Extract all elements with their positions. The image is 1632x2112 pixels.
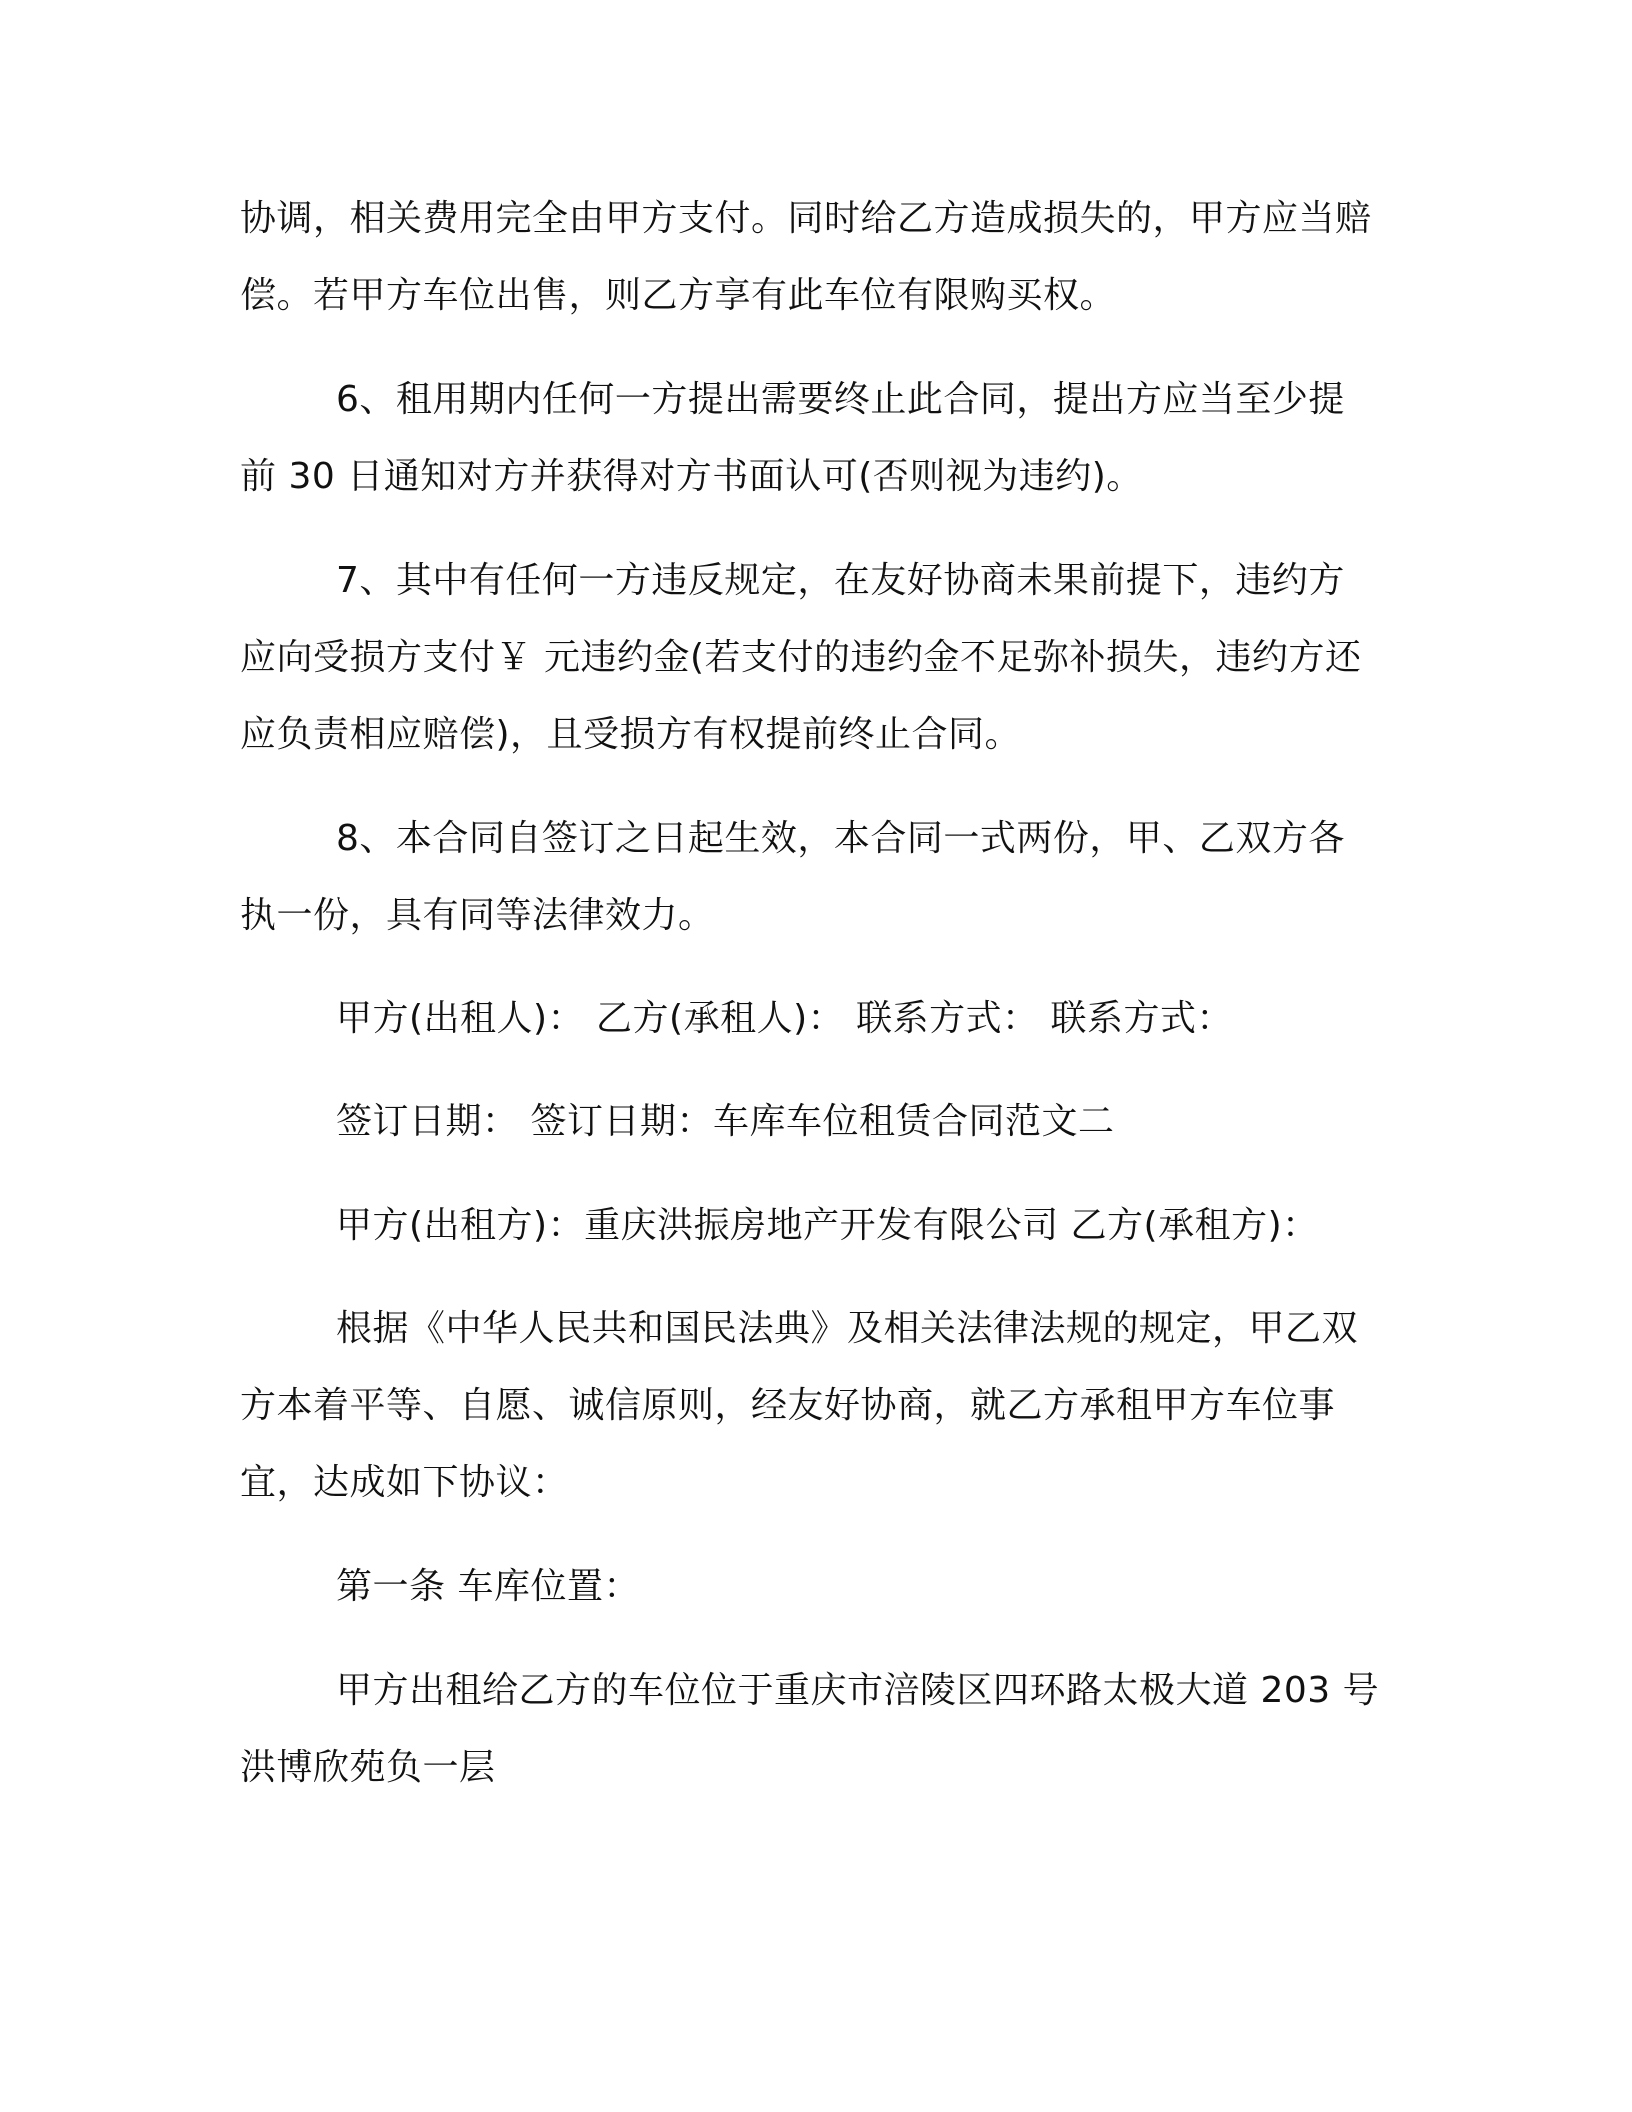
paragraph-signatures: 甲方(出租人)： 乙方(承租人)： 联系方式： 联系方式：	[336, 998, 1234, 1039]
paragraph-article-1-body: 甲方出租给乙方的车位位于重庆市涪陵区四环路太极大道 203 号洪博欣苑负一层	[240, 1670, 1380, 1788]
paragraph-clause-7: 7、其中有任何一方违反规定，在友好协商未果前提下，违约方应向受损方支付￥ 元违约金(若支付的违约金不足弥补损失，违约方还应负责相应赔偿)，且受损方有权提前终止合同。	[240, 560, 1362, 755]
paragraph-clause-6: 6、租用期内任何一方提出需要终止此合同，提出方应当至少提前 30 日通知对方并获得对方书面认可(否则视为违约)。	[240, 379, 1345, 497]
paragraph-parties: 甲方(出租方)：重庆洪振房地产开发有限公司 乙方(承租方)：	[336, 1205, 1319, 1246]
paragraph-clause-8: 8、本合同自签订之日起生效，本合同一式两份，甲、乙双方各执一份，具有同等法律效力。	[240, 818, 1345, 936]
paragraph-continuation: 协调，相关费用完全由甲方支付。同时给乙方造成损失的，甲方应当赔偿。若甲方车位出售，则乙方享有此车位有限购买权。	[240, 198, 1372, 316]
paragraph-signing-date: 签订日期： 签订日期：车库车位租赁合同范文二	[336, 1101, 1115, 1142]
paragraph-article-1-heading: 第一条 车库位置：	[336, 1566, 640, 1607]
paragraph-preamble: 根据《中华人民共和国民法典》及相关法律法规的规定，甲乙双方本着平等、自愿、诚信原则，经友好协商，就乙方承租甲方车位事宜，达成如下协议：	[240, 1308, 1359, 1503]
